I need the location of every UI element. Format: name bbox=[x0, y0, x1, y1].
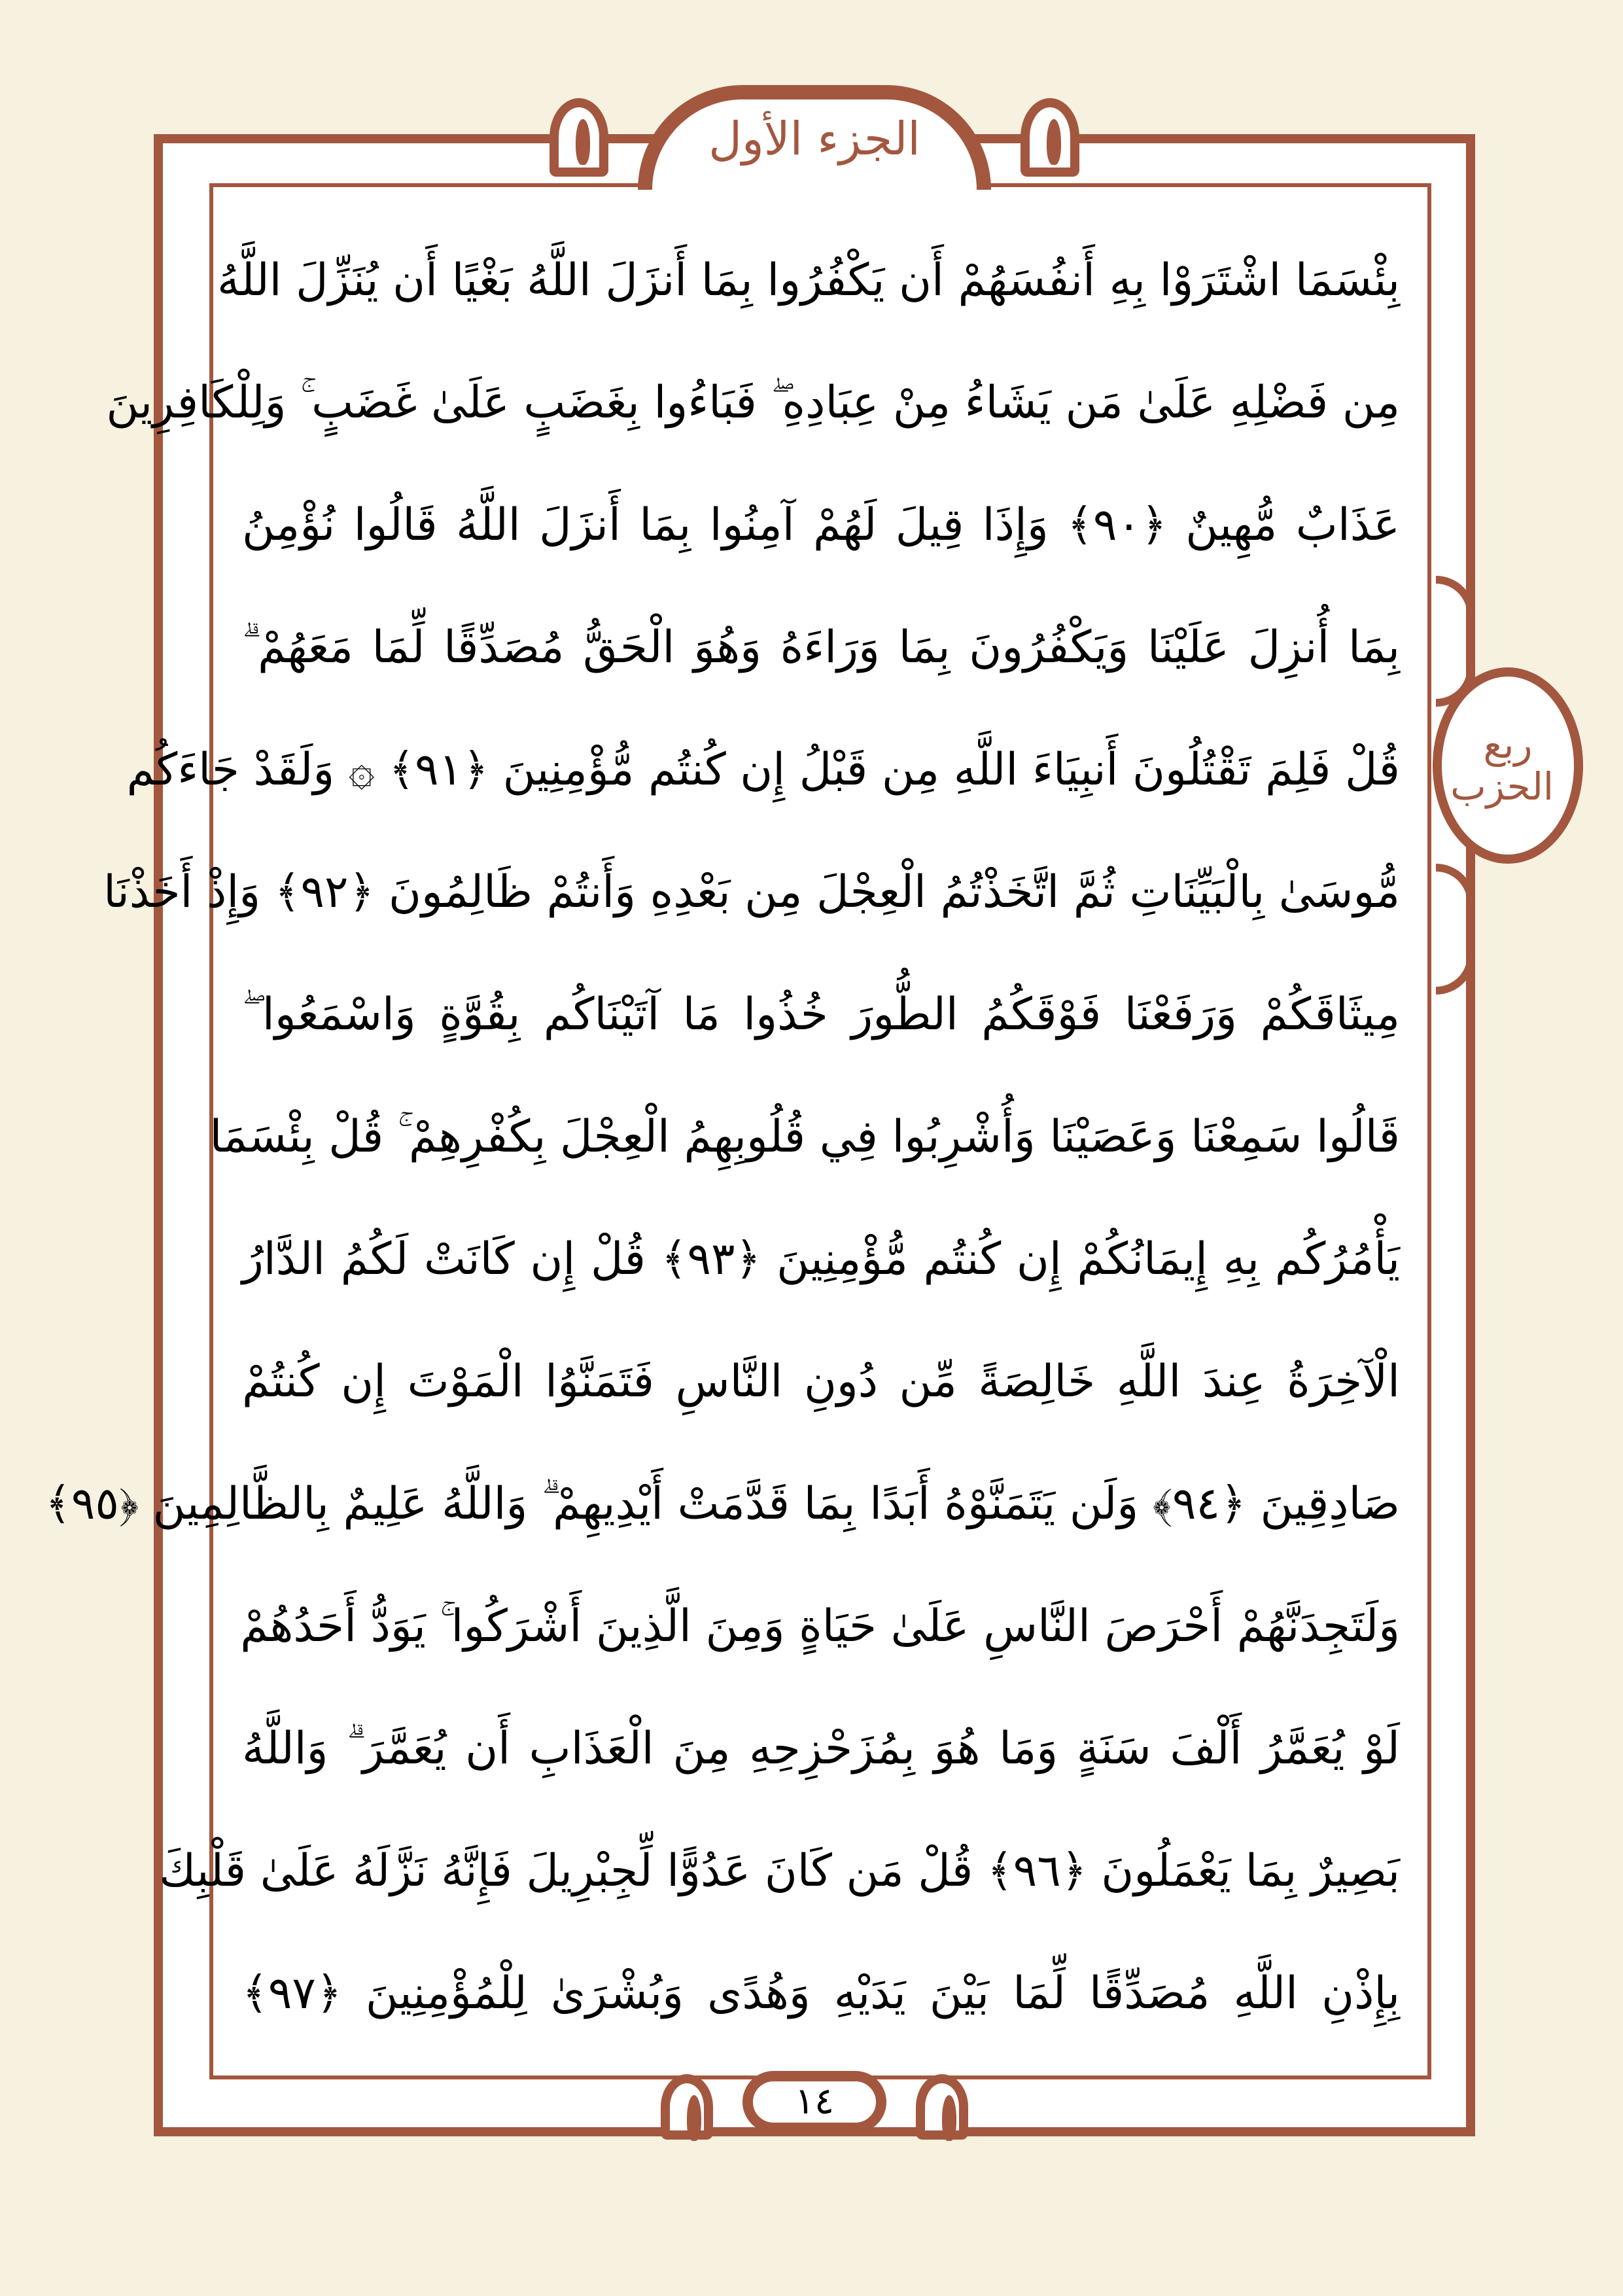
header-ornament-right bbox=[1021, 98, 1079, 177]
juz-title: الجزء الأول bbox=[708, 112, 920, 166]
rub-hizb-marker bbox=[1433, 667, 1583, 864]
text-line: بِإِذْنِ اللَّهِ مُصَدِّقًا لِّمَا بَيْنَ يَدَيْهِ وَهُدًى وَبُشْرَىٰ لِلْمُؤْمِنِينَ ﴿٩٧﴾ bbox=[242, 1968, 1400, 2019]
footer-ornament-left bbox=[661, 2074, 713, 2140]
text-line: بِمَا أُنزِلَ عَلَيْنَا وَيَكْفُرُونَ بِمَا وَرَاءَهُ وَهُوَ الْحَقُّ مُصَدِّقًا لِّمَا مَعَهُمْ ۗ bbox=[242, 622, 1400, 673]
page-number-badge bbox=[742, 2071, 886, 2133]
text-line: بِئْسَمَا اشْتَرَوْا بِهِ أَنفُسَهُمْ أَن يَكْفُرُوا بِمَا أَنزَلَ اللَّهُ بَغْيًا أَن يُنَزِّلَ اللَّهُ bbox=[217, 255, 1400, 306]
rub-hizb-label: ربع الحزب bbox=[1450, 722, 1554, 809]
page-number: ١٤ bbox=[794, 2080, 835, 2123]
text-line: وَلَتَجِدَنَّهُمْ أَحْرَصَ النَّاسِ عَلَىٰ حَيَاةٍ وَمِنَ الَّذِينَ أَشْرَكُوا ۚ يَوَدُّ أَحَدُهُمْ bbox=[240, 1600, 1400, 1652]
text-line: مِيثَاقَكُمْ وَرَفَعْنَا فَوْقَكُمُ الطُّورَ خُذُوا مَا آتَيْنَاكُم بِقُوَّةٍ وَاسْمَعُوا ۖ bbox=[242, 989, 1400, 1040]
text-line: قَالُوا سَمِعْنَا وَعَصَيْنَا وَأُشْرِبُوا فِي قُلُوبِهِمُ الْعِجْلَ بِكُفْرِهِمْ ۚ قُلْ بِئْسَمَا bbox=[209, 1111, 1400, 1163]
text-line: مُّوسَىٰ بِالْبَيِّنَاتِ ثُمَّ اتَّخَذْتُمُ الْعِجْلَ مِن بَعْدِهِ وَأَنتُمْ ظَالِمُونَ ﴿٩٢﴾ وَإِذْ أَخَذْنَا bbox=[103, 866, 1400, 918]
text-line: قُلْ فَلِمَ تَقْتُلُونَ أَنبِيَاءَ اللَّهِ مِن قَبْلُ إِن كُنتُم مُّؤْمِنِينَ ﴿٩١﴾ ۞ وَلَقَدْ جَاءَكُم bbox=[126, 744, 1400, 796]
quran-text bbox=[45, 219, 1401, 2055]
text-line: الْآخِرَةُ عِندَ اللَّهِ خَالِصَةً مِّن دُونِ النَّاسِ فَتَمَنَّوُا الْمَوْتَ إِن كُنتُمْ bbox=[242, 1356, 1400, 1407]
footer-ornament-right bbox=[916, 2074, 968, 2140]
juz-header bbox=[638, 85, 991, 190]
text-line: صَادِقِينَ ﴿٩٤﴾ وَلَن يَتَمَنَّوْهُ أَبَدًا بِمَا قَدَّمَتْ أَيْدِيهِمْ ۗ وَاللَّهُ عَلِيمٌ بِالظَّالِمِينَ ﴿٩٥﴾ bbox=[45, 1478, 1400, 1530]
text-line: لَوْ يُعَمَّرُ أَلْفَ سَنَةٍ وَمَا هُوَ بِمُزَحْزِحِهِ مِنَ الْعَذَابِ أَن يُعَمَّرَ ۗ وَاللَّهُ bbox=[242, 1723, 1401, 1775]
text-line: يَأْمُرُكُم بِهِ إِيمَانُكُمْ إِن كُنتُم مُّؤْمِنِينَ ﴿٩٣﴾ قُلْ إِن كَانَتْ لَكُمُ الدَّارُ bbox=[242, 1233, 1401, 1285]
marker-ornament-bottom bbox=[1436, 864, 1475, 995]
text-line: بَصِيرٌ بِمَا يَعْمَلُونَ ﴿٩٦﴾ قُلْ مَن كَانَ عَدُوًّا لِّجِبْرِيلَ فَإِنَّهُ نَزَّلَهُ عَلَىٰ قَلْبِكَ bbox=[159, 1845, 1400, 1897]
text-line: مِن فَضْلِهِ عَلَىٰ مَن يَشَاءُ مِنْ عِبَادِهِ ۖ فَبَاءُوا بِغَضَبٍ عَلَىٰ غَضَبٍ ۚ وَلِلْكَافِرِينَ bbox=[106, 377, 1400, 429]
header-ornament-left bbox=[550, 98, 608, 177]
text-line: عَذَابٌ مُّهِينٌ ﴿٩٠﴾ وَإِذَا قِيلَ لَهُمْ آمِنُوا بِمَا أَنزَلَ اللَّهُ قَالُوا نُؤْمِنُ bbox=[242, 499, 1400, 551]
